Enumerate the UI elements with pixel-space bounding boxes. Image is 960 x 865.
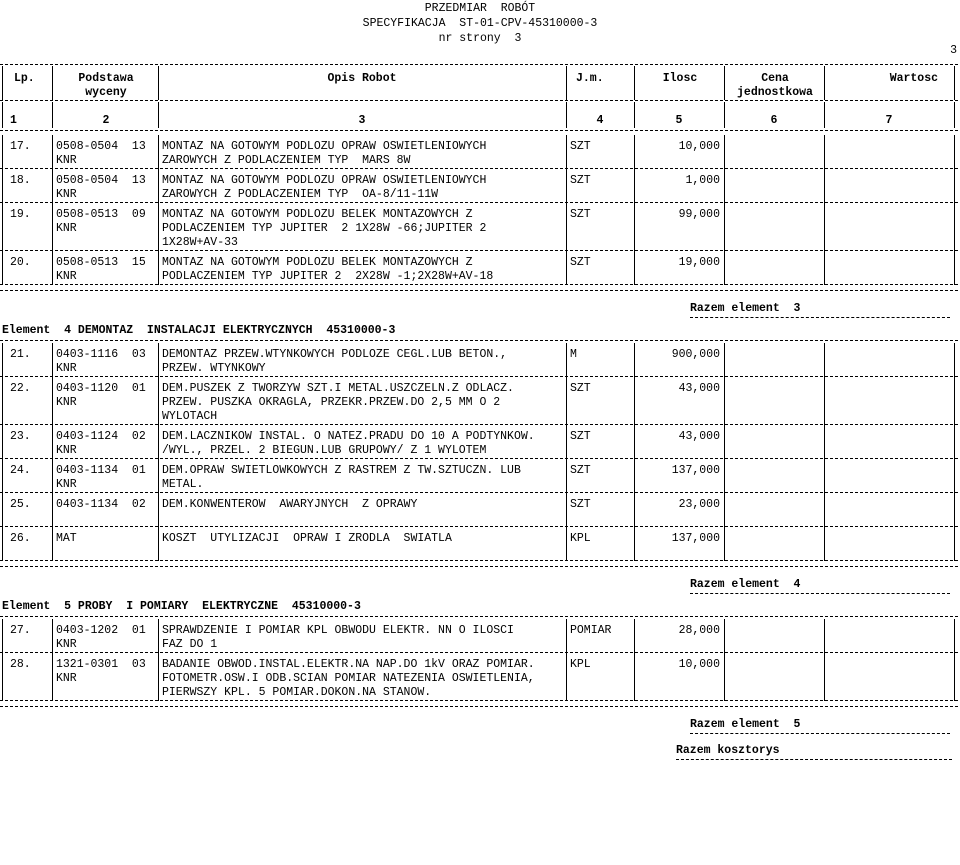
row-description: BADANIE OBWOD.INSTAL.ELEKTR.NA NAP.DO 1kV ORAZ POMIAR.	[162, 658, 535, 671]
column-border	[724, 459, 725, 493]
row-description: FAZ DO 1	[162, 638, 218, 651]
page-number: 3	[950, 44, 957, 57]
column-border	[158, 653, 159, 701]
row-quantity: 43,000	[678, 382, 720, 395]
column-border	[824, 66, 825, 100]
row-quantity: 23,000	[678, 498, 720, 511]
column-border	[566, 527, 567, 561]
row-separator	[0, 250, 958, 251]
row-description: WYLOTACH	[162, 410, 218, 423]
row-knr: KNR	[56, 444, 77, 457]
column-border	[158, 527, 159, 561]
column-border	[954, 66, 955, 100]
column-border	[824, 169, 825, 203]
row-description: ZAROWYCH Z PODLACZENIEM TYP MARS 8W	[162, 154, 411, 167]
column-border	[566, 203, 567, 251]
row-description: DEM.KONWENTEROW AWARYJNYCH Z OPRAWY	[162, 498, 418, 511]
column-border	[724, 251, 725, 285]
row-code: 0508-0513 09	[56, 208, 146, 221]
row-lp: 25.	[10, 498, 31, 511]
row-separator	[0, 700, 958, 701]
row-knr: KNR	[56, 154, 77, 167]
column-border	[954, 377, 955, 425]
row-unit: SZT	[570, 208, 591, 221]
row-description: ZAROWYCH Z PODLACZENIEM TYP OA-8/11-11W	[162, 188, 439, 201]
row-code: 0508-0504 13	[56, 140, 146, 153]
column-border	[2, 102, 3, 128]
row-lp: 17.	[10, 140, 31, 153]
row-description: PODLACZENIEM TYP JUPITER 2 2X28W -1;2X28W+AV-18	[162, 270, 494, 283]
row-code: 0403-1124 02	[56, 430, 146, 443]
row-separator	[0, 168, 958, 169]
column-border	[724, 619, 725, 653]
column-border	[724, 135, 725, 169]
column-border	[2, 135, 3, 169]
section-start-line	[0, 616, 958, 617]
row-code: 0403-1134 01	[56, 464, 146, 477]
row-code: 1321-0301 03	[56, 658, 146, 671]
row-code: 0403-1120 01	[56, 382, 146, 395]
row-description: /WYL., PRZEL. 2 BIEGUN.LUB GRUPOWY/ Z 1 WYLOTEM	[162, 444, 487, 457]
row-unit: POMIAR	[570, 624, 612, 637]
column-border	[2, 377, 3, 425]
column-border	[724, 377, 725, 425]
row-description: METAL.	[162, 478, 204, 491]
column-border	[158, 169, 159, 203]
row-separator	[0, 424, 958, 425]
column-border	[2, 527, 3, 561]
column-border	[158, 377, 159, 425]
column-border	[2, 619, 3, 653]
section-end-line	[0, 566, 958, 567]
row-lp: 28.	[10, 658, 31, 671]
column-border	[954, 343, 955, 377]
column-border	[824, 653, 825, 701]
column-border	[158, 459, 159, 493]
column-border	[566, 135, 567, 169]
row-separator	[0, 376, 958, 377]
column-border	[824, 135, 825, 169]
column-border	[824, 425, 825, 459]
row-description: PRZEW. PUSZKA OKRAGLA, PRZEKR.PRZEW.DO 2,5 MM O 2	[162, 396, 501, 409]
column-border	[52, 203, 53, 251]
column-border	[824, 493, 825, 527]
column-border	[724, 203, 725, 251]
row-unit: SZT	[570, 430, 591, 443]
column-border	[52, 527, 53, 561]
row-code: 0403-1116 03	[56, 348, 146, 361]
column-number-1: 1	[10, 114, 17, 127]
row-description: PRZEW. WTYNKOWY	[162, 362, 266, 375]
column-border	[566, 653, 567, 701]
row-lp: 27.	[10, 624, 31, 637]
row-lp: 22.	[10, 382, 31, 395]
column-border	[954, 425, 955, 459]
row-description: PIERWSZY KPL. 5 POMIAR.DOKON.NA STANOW.	[162, 686, 432, 699]
column-border	[158, 493, 159, 527]
column-border	[634, 66, 635, 100]
header-separator	[0, 100, 958, 101]
column-header-cena: Cena	[761, 72, 789, 85]
specification-line: SPECYFIKACJA ST-01-CPV-45310000-3	[362, 17, 598, 30]
column-number-4: 4	[596, 114, 604, 127]
column-border	[824, 251, 825, 285]
column-border	[2, 459, 3, 493]
column-border	[52, 653, 53, 701]
column-header-lp: Lp.	[14, 72, 35, 85]
column-border	[52, 102, 53, 128]
column-border	[2, 169, 3, 203]
column-border	[724, 425, 725, 459]
row-lp: 18.	[10, 174, 31, 187]
column-border	[52, 425, 53, 459]
row-description: SPRAWDZENIE I POMIAR KPL OBWODU ELEKTR. NN O ILOSCI	[162, 624, 514, 637]
row-description: DEM.PUSZEK Z TWORZYW SZT.I METAL.USZCZELN.Z ODLACZ.	[162, 382, 514, 395]
column-number-3: 3	[358, 114, 366, 127]
row-unit: SZT	[570, 256, 591, 269]
column-border	[954, 135, 955, 169]
razem-element-3: Razem element 3	[690, 302, 801, 315]
row-description: KOSZT UTYLIZACJI OPRAW I ZRODLA SWIATLA	[162, 532, 452, 545]
table-top-line	[0, 64, 958, 65]
row-code: MAT	[56, 532, 77, 545]
row-lp: 23.	[10, 430, 31, 443]
column-number-7: 7	[885, 114, 893, 127]
row-knr: KNR	[56, 672, 77, 685]
row-description: MONTAZ NA GOTOWYM PODLOZU OPRAW OSWIETLENIOWYCH	[162, 174, 487, 187]
column-border	[724, 169, 725, 203]
row-unit: SZT	[570, 140, 591, 153]
row-description: DEM.OPRAW SWIETLOWKOWYCH Z RASTREM Z TW.SZTUCZN. LUB	[162, 464, 521, 477]
column-header-opis: Opis Robot	[327, 72, 397, 85]
row-code: 0403-1134 02	[56, 498, 146, 511]
total-underline	[676, 759, 952, 760]
row-lp: 26.	[10, 532, 31, 545]
column-border	[954, 493, 955, 527]
row-unit: SZT	[570, 174, 591, 187]
column-border	[158, 343, 159, 377]
column-border	[566, 343, 567, 377]
subtotal-underline	[690, 317, 950, 318]
column-border	[566, 251, 567, 285]
row-quantity: 10,000	[678, 140, 720, 153]
column-border	[566, 493, 567, 527]
razem-element-4: Razem element 4	[690, 578, 801, 591]
row-quantity: 10,000	[678, 658, 720, 671]
row-quantity: 137,000	[671, 532, 720, 545]
subtotal-underline	[690, 733, 950, 734]
row-unit: KPL	[570, 658, 591, 671]
row-lp: 19.	[10, 208, 31, 221]
element-4-heading: Element 4 DEMONTAZ INSTALACJI ELEKTRYCZNYCH 45310000-3	[2, 324, 396, 337]
row-unit: SZT	[570, 464, 591, 477]
column-border	[158, 66, 159, 100]
column-border	[52, 619, 53, 653]
column-border	[566, 425, 567, 459]
column-border	[158, 102, 159, 128]
column-border	[158, 135, 159, 169]
column-border	[52, 169, 53, 203]
row-quantity: 99,000	[678, 208, 720, 221]
row-quantity: 137,000	[671, 464, 720, 477]
column-border	[954, 527, 955, 561]
column-border	[566, 619, 567, 653]
row-description: PODLACZENIEM TYP JUPITER 2 1X28W -66;JUPITER 2	[162, 222, 487, 235]
column-number-6: 6	[770, 114, 778, 127]
column-header-podstawa: Podstawa	[78, 72, 134, 85]
row-separator	[0, 652, 958, 653]
row-description: DEMONTAZ PRZEW.WTYNKOWYCH PODLOZE CEGL.LUB BETON.,	[162, 348, 508, 361]
column-border	[158, 251, 159, 285]
row-description: FOTOMETR.OSW.I ODB.SCIAN POMIAR NATEZENIA OSWIETLENIA,	[162, 672, 535, 685]
row-quantity: 1,000	[685, 174, 720, 187]
column-border	[52, 343, 53, 377]
row-knr: KNR	[56, 222, 77, 235]
column-border	[566, 377, 567, 425]
page-label: nr strony 3	[438, 32, 522, 45]
column-border	[2, 251, 3, 285]
column-border	[724, 527, 725, 561]
column-border	[52, 377, 53, 425]
row-code: 0508-0513 15	[56, 256, 146, 269]
column-border	[824, 377, 825, 425]
column-border	[824, 343, 825, 377]
row-quantity: 28,000	[678, 624, 720, 637]
column-header-podstawa-line2: wyceny	[85, 86, 127, 99]
column-border	[2, 66, 3, 100]
document-title: PRZEDMIAR ROBÓT	[424, 2, 536, 15]
row-quantity: 43,000	[678, 430, 720, 443]
row-separator	[0, 202, 958, 203]
row-knr: KNR	[56, 638, 77, 651]
column-border	[2, 343, 3, 377]
column-number-2: 2	[102, 114, 110, 127]
numbers-separator	[0, 130, 958, 131]
row-lp: 20.	[10, 256, 31, 269]
column-border	[158, 425, 159, 459]
column-border	[724, 493, 725, 527]
column-number-5: 5	[675, 114, 683, 127]
razem-kosztorys: Razem kosztorys	[676, 744, 780, 757]
column-header-ilosc: Ilosc	[662, 72, 698, 85]
row-knr: KNR	[56, 478, 77, 491]
column-border	[724, 66, 725, 100]
row-separator	[0, 458, 958, 459]
row-knr: KNR	[56, 188, 77, 201]
column-border	[824, 619, 825, 653]
column-border	[2, 493, 3, 527]
section-start-line	[0, 340, 958, 341]
row-knr: KNR	[56, 270, 77, 283]
column-border	[954, 653, 955, 701]
column-border	[824, 203, 825, 251]
column-border	[954, 169, 955, 203]
column-border	[954, 459, 955, 493]
column-border	[158, 203, 159, 251]
column-border	[824, 459, 825, 493]
row-unit: KPL	[570, 532, 591, 545]
row-quantity: 900,000	[671, 348, 720, 361]
element-5-heading: Element 5 PROBY I POMIARY ELEKTRYCZNE 45310000-3	[2, 600, 361, 613]
column-border	[158, 619, 159, 653]
row-knr: KNR	[56, 362, 77, 375]
row-description: 1X28W+AV-33	[162, 236, 238, 249]
column-border	[954, 102, 955, 128]
row-unit: SZT	[570, 382, 591, 395]
column-border	[954, 251, 955, 285]
row-description: MONTAZ NA GOTOWYM PODLOZU BELEK MONTAZOWYCH Z	[162, 256, 473, 269]
row-description: DEM.LACZNIKOW INSTAL. O NATEZ.PRADU DO 10 A PODTYNKOW.	[162, 430, 535, 443]
section-end-line	[0, 706, 958, 707]
row-unit: SZT	[570, 498, 591, 511]
column-border	[52, 493, 53, 527]
row-separator	[0, 560, 958, 561]
section-end-line	[0, 290, 958, 291]
column-header-wartosc: Wartosc	[889, 72, 938, 85]
column-border	[52, 135, 53, 169]
row-separator	[0, 284, 958, 285]
row-knr: KNR	[56, 396, 77, 409]
column-border	[954, 619, 955, 653]
column-border	[824, 527, 825, 561]
row-lp: 21.	[10, 348, 31, 361]
column-border	[724, 653, 725, 701]
row-separator	[0, 526, 958, 527]
column-border	[2, 425, 3, 459]
row-lp: 24.	[10, 464, 31, 477]
subtotal-underline	[690, 593, 950, 594]
column-border	[52, 459, 53, 493]
column-border	[566, 459, 567, 493]
column-border	[566, 66, 567, 100]
row-code: 0403-1202 01	[56, 624, 146, 637]
column-border	[2, 203, 3, 251]
column-header-jm: J.m.	[576, 72, 604, 85]
row-unit: M	[570, 348, 577, 361]
column-border	[566, 169, 567, 203]
row-description: MONTAZ NA GOTOWYM PODLOZU OPRAW OSWIETLENIOWYCH	[162, 140, 487, 153]
column-border	[724, 343, 725, 377]
row-quantity: 19,000	[678, 256, 720, 269]
column-border	[52, 66, 53, 100]
razem-element-5: Razem element 5	[690, 718, 801, 731]
column-border	[52, 251, 53, 285]
row-description: MONTAZ NA GOTOWYM PODLOZU BELEK MONTAZOWYCH Z	[162, 208, 473, 221]
column-border	[954, 203, 955, 251]
column-header-cena-line2: jednostkowa	[737, 86, 813, 99]
row-code: 0508-0504 13	[56, 174, 146, 187]
column-border	[2, 653, 3, 701]
row-separator	[0, 492, 958, 493]
